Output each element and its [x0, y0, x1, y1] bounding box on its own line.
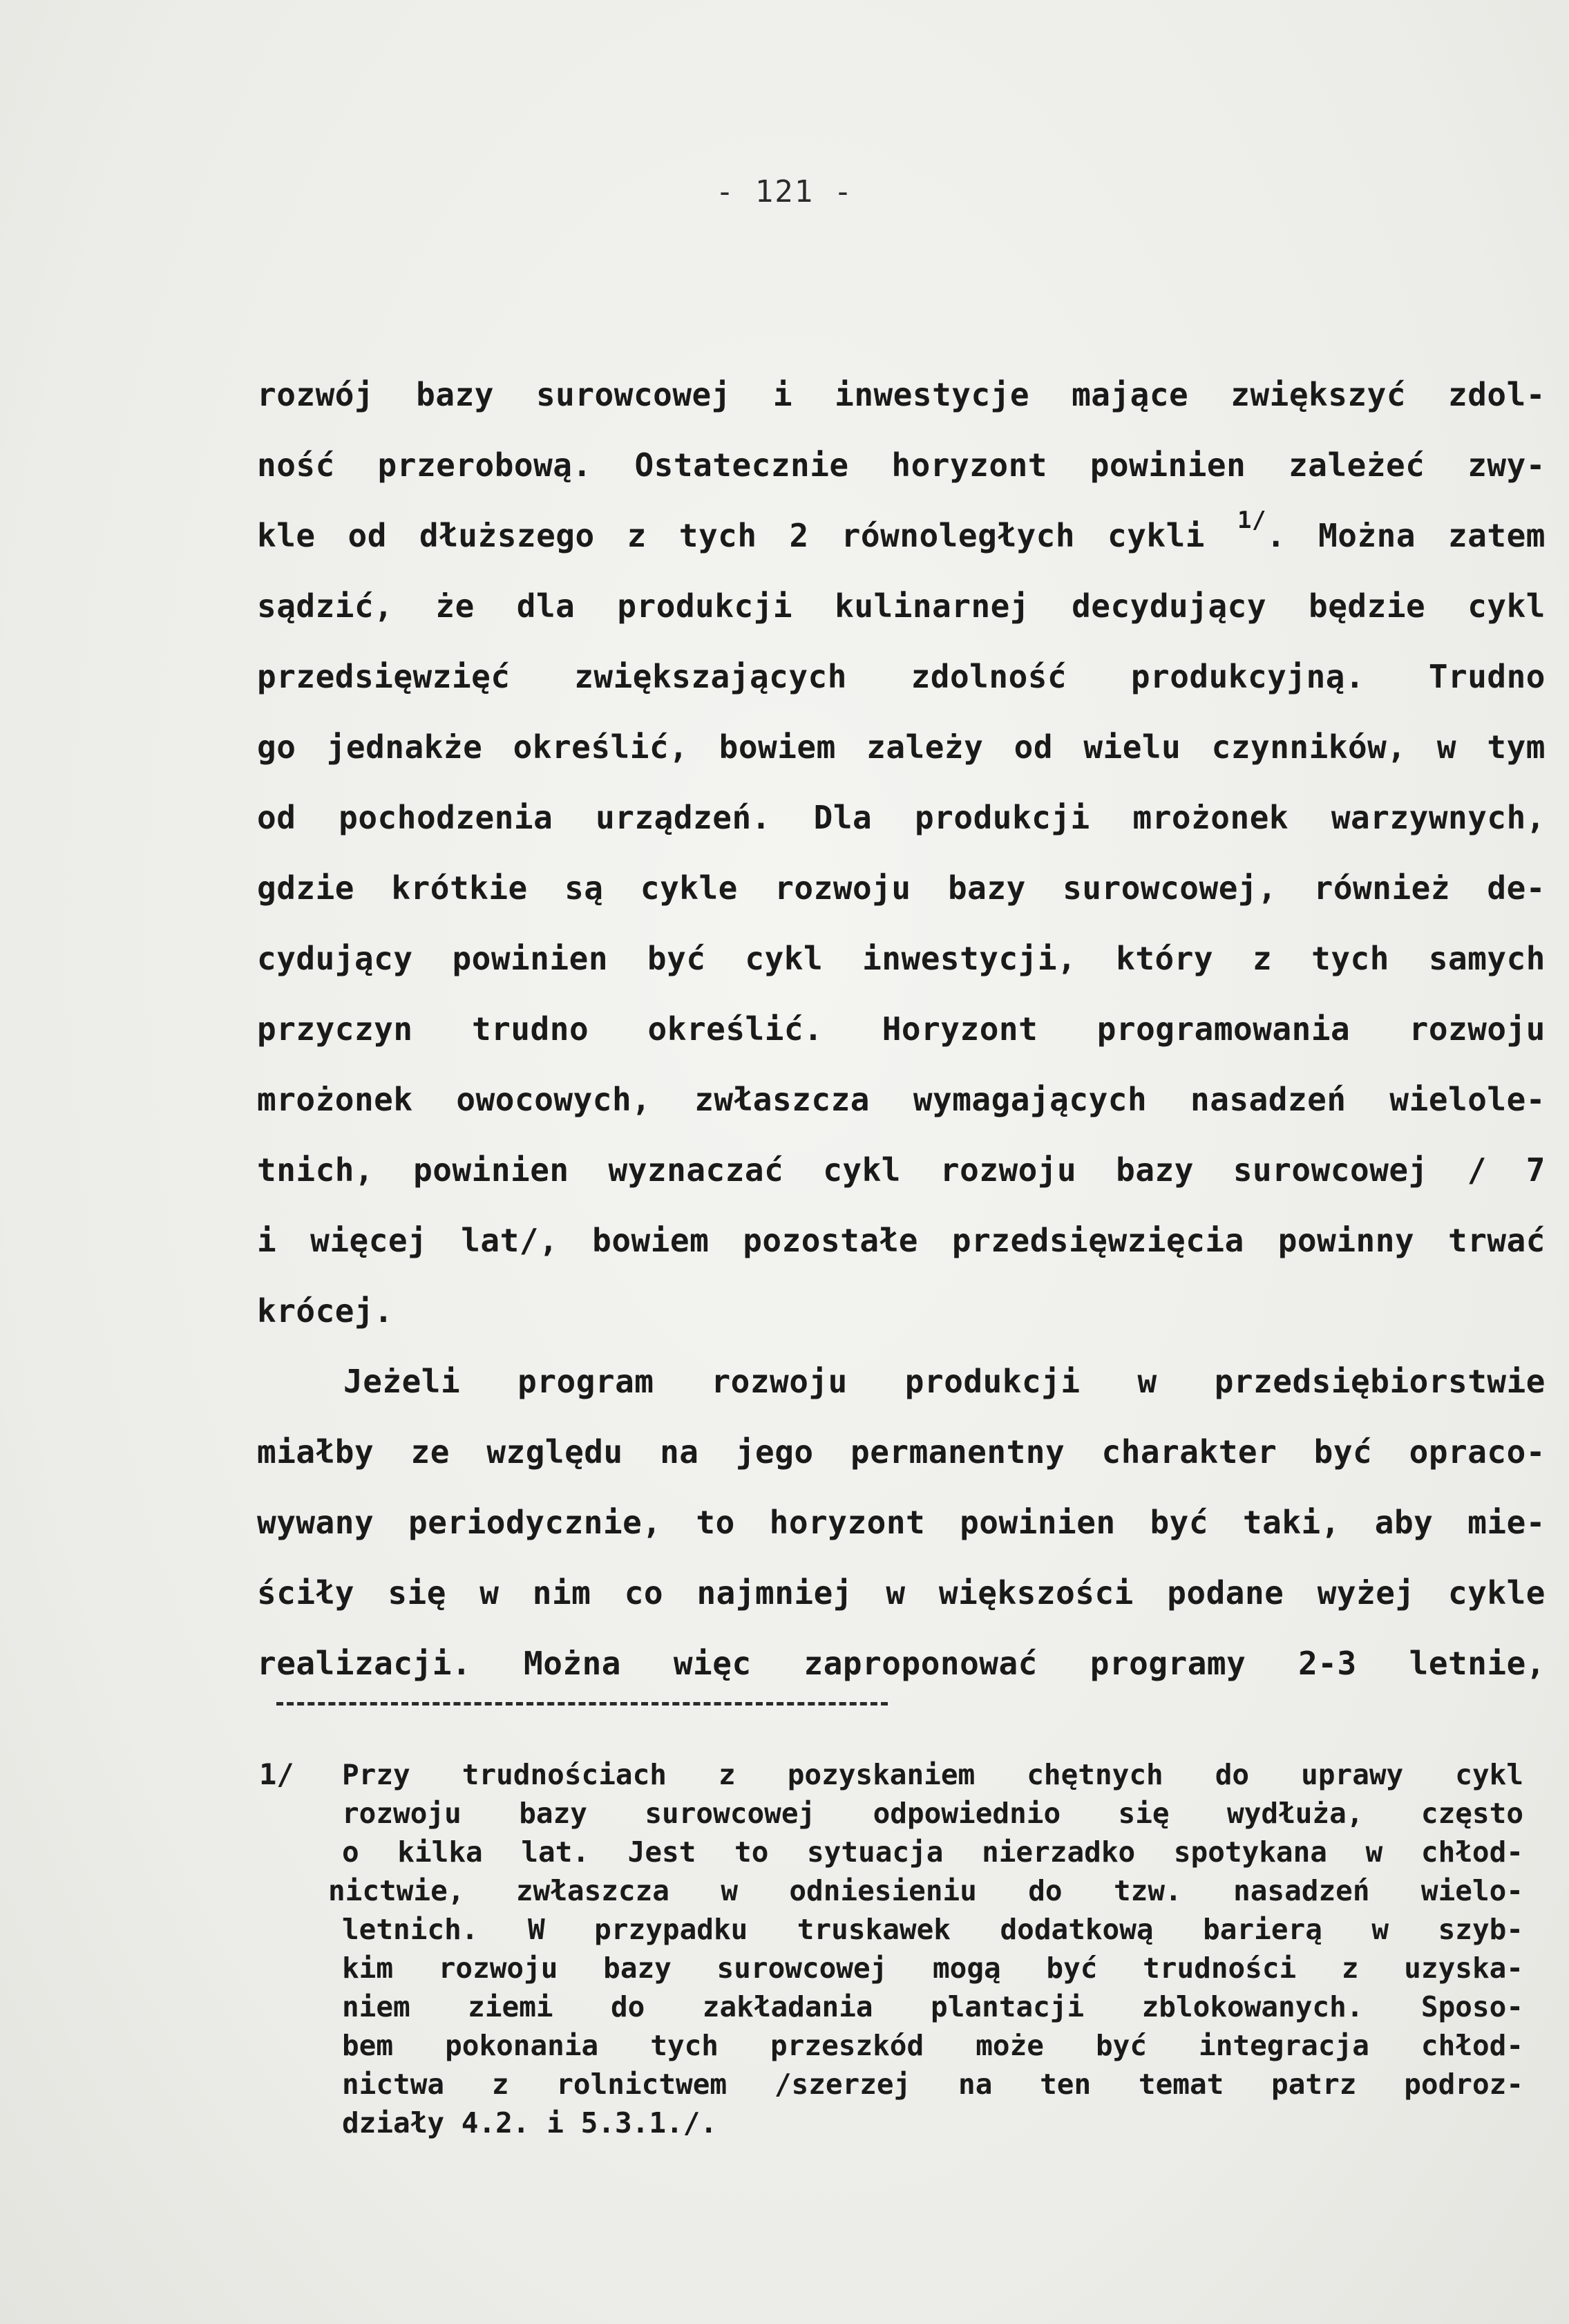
text-line: ściły się w nim co najmniej w większości podane wyżej cykle: [257, 1574, 1546, 1612]
text-line: cydujący powinien być cykl inwestycji, który z tych samych: [257, 940, 1546, 977]
text-line: sądzić, że dla produkcji kulinarnej decydujący będzie cykl: [257, 587, 1546, 625]
text-line: miałby ze względu na jego permanentny charakter być opraco-: [257, 1433, 1546, 1471]
page-number: - 121 -: [715, 174, 854, 209]
text-line: od pochodzenia urządzeń. Dla produkcji mrożonek warzywnych,: [257, 799, 1546, 836]
footnote-line: nictwie, zwłaszcza w odniesieniu do tzw. nasadzeń wielo-: [328, 1874, 1523, 1907]
footnote-line: bem pokonania tych przeszkód może być integracja chłod-: [342, 2029, 1523, 2062]
footnote-line: Przy trudnościach z pozyskaniem chętnych do uprawy cykl: [342, 1758, 1523, 1791]
footnote-line: rozwoju bazy surowcowej odpowiednio się wydłuża, często: [342, 1797, 1523, 1830]
text-line: gdzie krótkie są cykle rozwoju bazy surowcowej, również de-: [257, 869, 1546, 907]
text-line: go jednakże określić, bowiem zależy od wielu czynników, w tym: [257, 728, 1546, 766]
text-line-paragraph-start: Jeżeli program rozwoju produkcji w przedsiębiorstwie: [343, 1363, 1546, 1400]
footnote-separator: [276, 1702, 888, 1706]
text-line: wywany periodycznie, to horyzont powinien być taki, aby mie-: [257, 1504, 1546, 1541]
footnote-line: letnich. W przypadku truskawek dodatkową barierą w szyb-: [342, 1913, 1523, 1946]
footnote-line: działy 4.2. i 5.3.1./.: [342, 2106, 718, 2139]
text-line: mrożonek owocowych, zwłaszcza wymagających nasadzeń wielole-: [257, 1081, 1546, 1118]
text-line: i więcej lat/, bowiem pozostałe przedsięwzięcia powinny trwać: [257, 1222, 1546, 1259]
main-text: [257, 359, 1556, 1699]
text-line: realizacji. Można więc zaproponować programy 2-3 letnie,: [257, 1645, 1546, 1682]
footnote-text: [328, 1755, 1523, 2142]
text-line-head: kle od dłuższego z tych 2 równoległych cykli: [257, 517, 1237, 554]
text-line-with-footnote-ref: [257, 500, 1546, 571]
text-line: przedsięwzięć zwiększających zdolność produkcyjną. Trudno: [257, 658, 1546, 695]
text-line: ność przerobową. Ostatecznie horyzont powinien zależeć zwy-: [257, 446, 1546, 484]
footnote-line: kim rozwoju bazy surowcowej mogą być trudności z uzyska-: [342, 1952, 1523, 1985]
text-line-tail: . Można zatem: [1266, 517, 1546, 554]
text-line: przyczyn trudno określić. Horyzont programowania rozwoju: [257, 1010, 1546, 1048]
footnote-line: niem ziemi do zakładania plantacji zblokowanych. Sposo-: [342, 1990, 1523, 2023]
text-line: rozwój bazy surowcowej i inwestycje mające zwiększyć zdol-: [257, 376, 1546, 413]
footnote-reference[interactable]: 1/: [1237, 506, 1266, 534]
footnote-marker: 1/: [259, 1757, 294, 1791]
footnote-line: o kilka lat. Jest to sytuacja nierzadko spotykana w chłod-: [342, 1835, 1523, 1869]
text-line: krócej.: [257, 1292, 394, 1330]
footnote-line: nictwa z rolnictwem /szerzej na ten temat patrz podroz-: [342, 2068, 1523, 2101]
text-line: tnich, powinien wyznaczać cykl rozwoju bazy surowcowej / 7: [257, 1151, 1546, 1189]
